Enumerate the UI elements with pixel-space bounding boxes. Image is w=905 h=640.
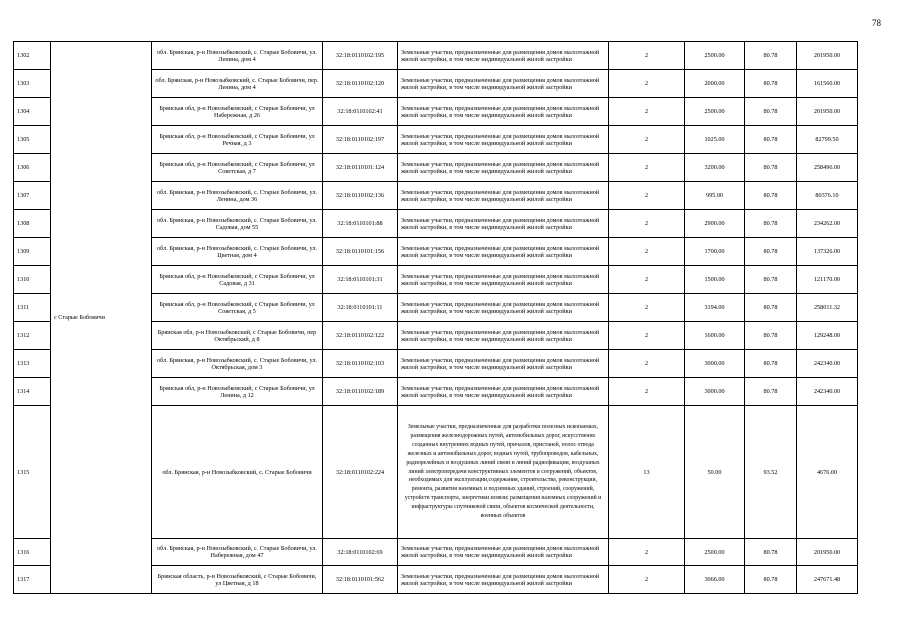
category-cell: 2 [609,238,685,266]
area-cell: 2500.00 [685,539,745,566]
category-cell: 2 [609,539,685,566]
area-cell: 995.00 [685,182,745,210]
cadastral-number-cell: 32:18:0110102:224 [323,406,398,539]
category-cell: 2 [609,182,685,210]
area-cell: 50.00 [685,406,745,539]
land-use-cell: Земельные участки, предназначенные для размещения домов малоэтажной жилой застройки, в том числе индивидуальной жилой застройки [398,98,609,126]
row-number: 1310 [14,266,51,294]
category-cell: 2 [609,42,685,70]
land-use-cell: Земельные участки, предназначенные для размещения домов малоэтажной жилой застройки, в том числе индивидуальной жилой застройки [398,566,609,594]
cadastral-number-cell: 32:18:0110101:88 [323,210,398,238]
cadastral-value-cell: 201950.00 [797,42,858,70]
rate-cell: 80.78 [745,238,797,266]
address-cell: Брянская обл, р-н Новозыбковский, с Старые Бобовичи, пер Октябрьский, д 8 [152,322,323,350]
cadastral-value-cell: 121170.00 [797,266,858,294]
category-cell: 2 [609,210,685,238]
address-cell: Брянская обл, р-н Новозыбковский, с Старые Бобовичи, ул Речная, д 3 [152,126,323,154]
category-cell: 2 [609,98,685,126]
cadastral-number-cell: 32:18:0110101:562 [323,566,398,594]
row-number: 1303 [14,70,51,98]
land-use-cell: Земельные участки, предназначенные для размещения домов малоэтажной жилой застройки, в том числе индивидуальной жилой застройки [398,266,609,294]
land-use-cell: Земельные участки, предназначенные для размещения домов малоэтажной жилой застройки, в том числе индивидуальной жилой застройки [398,350,609,378]
cadastral-number-cell: 32:18:0110102:69 [323,539,398,566]
area-cell: 1700.00 [685,238,745,266]
cadastral-value-cell: 4676.00 [797,406,858,539]
address-cell: обл. Брянская, р-н Новозыбковский, с. Старые Бобовичи, ул. Октябрьская, дом 3 [152,350,323,378]
row-number: 1307 [14,182,51,210]
cadastral-value-cell: 137326.00 [797,238,858,266]
land-use-cell: Земельные участки, предназначенные для размещения домов малоэтажной жилой застройки, в том числе индивидуальной жилой застройки [398,70,609,98]
row-number: 1302 [14,42,51,70]
category-cell: 2 [609,126,685,154]
area-cell: 1500.00 [685,266,745,294]
rate-cell: 80.78 [745,566,797,594]
category-cell: 2 [609,350,685,378]
land-use-cell: Земельные участки, предназначенные для размещения домов малоэтажной жилой застройки, в том числе индивидуальной жилой застройки [398,322,609,350]
area-cell: 3200.00 [685,154,745,182]
address-cell: Брянская обл, р-н Новозыбковский, с Старые Бобовичи, ул Садовая, д 31 [152,266,323,294]
address-cell: обл. Брянская, р-н Новозыбковский, с. Старые Бобовичи, ул. Ленина, дом 4 [152,42,323,70]
area-cell: 2500.00 [685,98,745,126]
land-use-cell: Земельные участки, предназначенные для размещения домов малоэтажной жилой застройки, в том числе индивидуальной жилой застройки [398,210,609,238]
rate-cell: 80.78 [745,294,797,322]
row-number: 1312 [14,322,51,350]
land-use-cell: Земельные участки, предназначенные для размещения домов малоэтажной жилой застройки, в том числе индивидуальной жилой застройки [398,126,609,154]
row-number: 1315 [14,406,51,539]
cadastral-number-cell: 32:18:0110101:124 [323,154,398,182]
land-use-cell: Земельные участки, предназначенные для размещения домов малоэтажной жилой застройки, в том числе индивидуальной жилой застройки [398,154,609,182]
row-number: 1311 [14,294,51,322]
cadastral-value-cell: 234262.00 [797,210,858,238]
area-cell: 2500.00 [685,42,745,70]
rate-cell: 80.78 [745,154,797,182]
area-cell: 3000.00 [685,378,745,406]
address-cell: обл. Брянская, р-н Новозыбковский, с. Старые Бобовичи, ул. Цветная, дом 4 [152,238,323,266]
rate-cell: 80.78 [745,126,797,154]
category-cell: 2 [609,266,685,294]
rate-cell: 80.78 [745,210,797,238]
row-number: 1304 [14,98,51,126]
area-cell: 3066.00 [685,566,745,594]
row-number: 1313 [14,350,51,378]
category-cell: 2 [609,378,685,406]
rate-cell: 80.78 [745,539,797,566]
cadastral-number-cell: 32:18:0110102:122 [323,322,398,350]
row-number: 1316 [14,539,51,566]
table-row [14,42,858,70]
row-number: 1314 [14,378,51,406]
row-number: 1308 [14,210,51,238]
area-cell: 2900.00 [685,210,745,238]
cadastral-value-cell: 242340.00 [797,378,858,406]
land-use-cell: Земельные участки, предназначенные для размещения домов малоэтажной жилой застройки, в том числе индивидуальной жилой застройки [398,238,609,266]
rate-cell: 80.78 [745,378,797,406]
area-cell: 1600.00 [685,322,745,350]
category-cell: 2 [609,294,685,322]
cadastral-value-cell: 82799.50 [797,126,858,154]
cadastral-number-cell: 32:18:0110101:31 [323,266,398,294]
cadastral-value-cell: 161560.00 [797,70,858,98]
row-number: 1306 [14,154,51,182]
rate-cell: 80.78 [745,266,797,294]
address-cell: обл. Брянская, р-н Новозыбковский, с. Старые Бобовичи, ул. Набережная, дом 47 [152,539,323,566]
cadastral-number-cell: 32:18:0110102:103 [323,350,398,378]
cadastral-number-cell: 32:18:0110102:197 [323,126,398,154]
land-use-cell: Земельные участки, предназначенные для размещения домов малоэтажной жилой застройки, в том числе индивидуальной жилой застройки [398,294,609,322]
land-use-cell: Земельные участки, предназначенные для размещения домов малоэтажной жилой застройки, в том числе индивидуальной жилой застройки [398,539,609,566]
address-cell: обл. Брянская, р-н Новозыбковский, с. Старые Бобовичи, пер. Ленина, дом 4 [152,70,323,98]
category-cell: 2 [609,322,685,350]
cadastral-number-cell: 32:18:0110101:11 [323,294,398,322]
cadastral-number-cell: 32:18:0110102:41 [323,98,398,126]
rate-cell: 80.78 [745,350,797,378]
address-cell: обл. Брянская, р-н Новозыбковский, с. Старые Бобовичи, ул. Садовая, дом 55 [152,210,323,238]
category-cell: 2 [609,566,685,594]
land-use-cell: Земельные участки, предназначенные для размещения домов малоэтажной жилой застройки, в том числе индивидуальной жилой застройки [398,182,609,210]
rate-cell: 93.52 [745,406,797,539]
category-cell: 2 [609,154,685,182]
cadastral-value-cell: 201950.00 [797,98,858,126]
address-cell: обл. Брянская, р-н Новозыбковский, с. Старые Бобовичи [152,406,323,539]
rate-cell: 80.78 [745,98,797,126]
locality-cell: с Старые Бобовичи [51,42,152,594]
address-cell: Брянская обл, р-н Новозыбковский, с Старые Бобовичи, ул Советская, д 5 [152,294,323,322]
rate-cell: 80.78 [745,182,797,210]
page-number: 78 [872,18,881,28]
land-use-cell: Земельные участки, предназначенные для размещения домов малоэтажной жилой застройки, в том числе индивидуальной жилой застройки [398,378,609,406]
category-cell: 13 [609,406,685,539]
rate-cell: 80.78 [745,322,797,350]
category-cell: 2 [609,70,685,98]
cadastral-number-cell: 32:18:0110101:156 [323,238,398,266]
cadastral-value-cell: 201950.00 [797,539,858,566]
row-number: 1309 [14,238,51,266]
cadastral-number-cell: 32:18:0110102:195 [323,42,398,70]
land-use-cell: Земельные участки, предназначенные для разработки полезных ископаемых, размещения железнодорожных путей, автомобильных дорог, искусственно созданных внутренних водных путей, причалов, пристаней, полос отвода железных и автомобильных дорог, водных путей, трубопроводов, кабельных, радиорелейных и воздушных линий связи и линий радиофикации, воздушных линий электропередачи конструктивных элементов и сооружений, объектов, необходимых для эксплуатации,содержания, строительства, реконструкции, ремонта, развития наземных и подземных зданий, строений, сооружений, устройств транспорта, энергетики исвязи; размещения наземных сооружений и инфраструктуры спутниковой связи, объектов космической деятельности, военных объектов [398,406,609,539]
cadastral-number-cell: 32:18:0110102:136 [323,182,398,210]
cadastral-number-cell: 32:18:0110102:189 [323,378,398,406]
cadastral-value-cell: 258011.32 [797,294,858,322]
cadastral-number-cell: 32:18:0110102:120 [323,70,398,98]
land-registry-table [13,41,858,594]
rate-cell: 80.78 [745,42,797,70]
cadastral-value-cell: 242340.00 [797,350,858,378]
cadastral-value-cell: 129248.00 [797,322,858,350]
area-cell: 3194.00 [685,294,745,322]
land-use-cell: Земельные участки, предназначенные для размещения домов малоэтажной жилой застройки, в том числе индивидуальной жилой застройки [398,42,609,70]
row-number: 1305 [14,126,51,154]
address-cell: Брянская область, р-н Новозыбковский, с Старые Бобовичи, ул Цветная, д 18 [152,566,323,594]
rate-cell: 80.78 [745,70,797,98]
address-cell: Брянская обл, р-н Новозыбковский, с Старые Бобовичи, ул Ленина, д 12 [152,378,323,406]
area-cell: 3000.00 [685,350,745,378]
cadastral-value-cell: 80376.10 [797,182,858,210]
area-cell: 2000.00 [685,70,745,98]
address-cell: Брянская обл, р-н Новозыбковский, с Старые Бобовичи, ул Советская, д 7 [152,154,323,182]
address-cell: Брянская обл, р-н Новозыбковский, с Старые Бобовичи, ул Набережная, д 26 [152,98,323,126]
cadastral-value-cell: 258496.00 [797,154,858,182]
area-cell: 1025.00 [685,126,745,154]
address-cell: обл. Брянская, р-н Новозыбковский, с. Старые Бобовичи, ул. Ленина, дом 36 [152,182,323,210]
row-number: 1317 [14,566,51,594]
cadastral-value-cell: 247671.48 [797,566,858,594]
